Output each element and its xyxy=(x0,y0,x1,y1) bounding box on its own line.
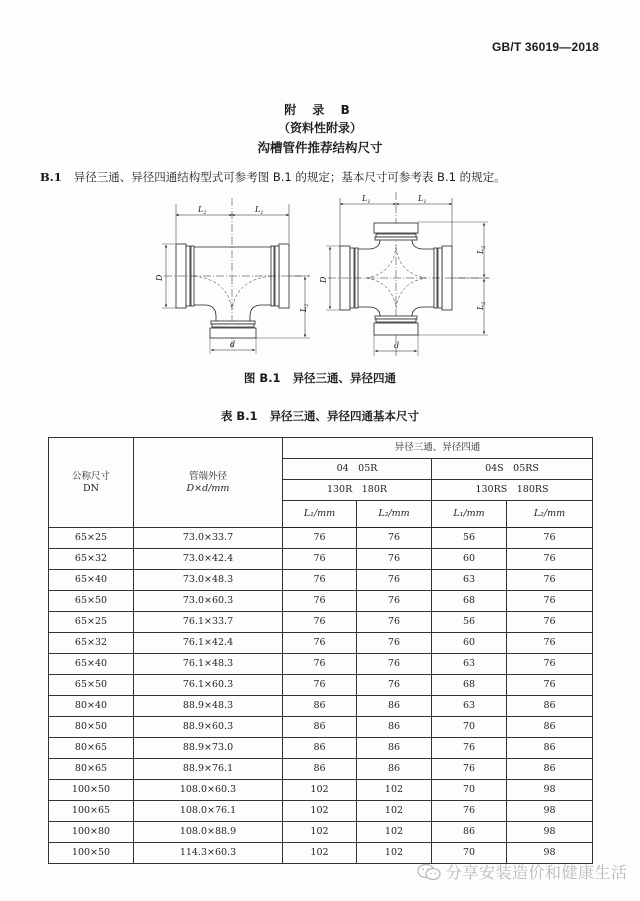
cell-dn: 65×50 xyxy=(49,675,134,696)
cell-od: 88.9×76.1 xyxy=(134,759,283,780)
header-dn-cn: 公称尺寸 xyxy=(71,470,110,482)
cell-b-l1: 76 xyxy=(432,738,507,759)
header-od-en: D×d/mm xyxy=(186,482,230,494)
cell-a-l1: 86 xyxy=(283,696,357,717)
cell-dn: 100×50 xyxy=(49,780,134,801)
header-b-l1: L₁/mm xyxy=(432,501,507,528)
cell-od: 108.0×88.9 xyxy=(134,822,283,843)
header-od-cn: 管端外径 xyxy=(188,470,227,482)
cell-od: 88.9×73.0 xyxy=(134,738,283,759)
cell-a-l1: 86 xyxy=(283,759,357,780)
cell-od: 114.3×60.3 xyxy=(134,843,283,864)
cell-b-l1: 60 xyxy=(432,549,507,570)
cell-a-l2: 102 xyxy=(357,801,432,822)
cell-a-l1: 76 xyxy=(283,612,357,633)
table-caption-label: 表 B.1 xyxy=(220,409,258,423)
cell-b-l1: 63 xyxy=(432,654,507,675)
header-model-b-2: 130RS 180RS xyxy=(432,480,593,501)
tee-small-d-label: d xyxy=(230,340,236,349)
standard-code: GB/T 36019—2018 xyxy=(491,40,599,54)
reducing-tee-drawing xyxy=(155,198,310,354)
cell-a-l1: 102 xyxy=(283,843,357,864)
cell-od: 73.0×33.7 xyxy=(134,528,283,549)
cell-a-l1: 86 xyxy=(283,717,357,738)
cell-b-l2: 76 xyxy=(507,612,593,633)
cell-od: 108.0×60.3 xyxy=(134,780,283,801)
cross-l2-bottom-label: $L_2$ xyxy=(476,301,487,310)
cross-l1-left-label: $L_1$ xyxy=(362,194,371,205)
cell-dn: 100×50 xyxy=(49,843,134,864)
cell-b-l1: 76 xyxy=(432,801,507,822)
table-caption-text: 异径三通、异径四通基本尺寸 xyxy=(269,409,420,423)
cell-od: 73.0×60.3 xyxy=(134,591,283,612)
cell-b-l2: 76 xyxy=(507,633,593,654)
cell-od: 76.1×42.4 xyxy=(134,633,283,654)
cell-a-l1: 76 xyxy=(283,570,357,591)
cell-b-l1: 70 xyxy=(432,717,507,738)
cell-od: 73.0×48.3 xyxy=(134,570,283,591)
header-a-l1: L₁/mm xyxy=(283,501,357,528)
cell-od: 76.1×48.3 xyxy=(134,654,283,675)
cell-a-l2: 76 xyxy=(357,528,432,549)
table-row xyxy=(49,570,593,591)
cell-a-l2: 76 xyxy=(357,612,432,633)
clause-text: 异径三通、异径四通结构型式可参考图 B.1 的规定；基本尺寸可参考表 B.1 的规定。 xyxy=(73,170,506,184)
header-dn-en: DN xyxy=(83,482,99,494)
appendix-type: （资料性附录） xyxy=(277,121,362,135)
header-group: 异径三通、异径四通 xyxy=(283,438,593,459)
cross-l1-right-label: $L_1$ xyxy=(418,194,427,205)
cross-d-label: D xyxy=(319,276,328,283)
cell-b-l2: 86 xyxy=(507,717,593,738)
cell-b-l1: 56 xyxy=(432,528,507,549)
cell-a-l1: 76 xyxy=(283,675,357,696)
cell-b-l1: 86 xyxy=(432,822,507,843)
cell-a-l2: 102 xyxy=(357,843,432,864)
cell-od: 73.0×42.4 xyxy=(134,549,283,570)
tee-d-label: D xyxy=(155,274,164,281)
cell-a-l2: 86 xyxy=(357,696,432,717)
cell-a-l2: 76 xyxy=(357,675,432,696)
cell-b-l2: 76 xyxy=(507,654,593,675)
watermark-text: 分享安装造价和健康生活 xyxy=(446,863,628,882)
cell-dn: 65×25 xyxy=(49,612,134,633)
figure-caption-text: 异径三通、异径四通 xyxy=(292,371,397,385)
cell-b-l1: 60 xyxy=(432,633,507,654)
cell-b-l2: 98 xyxy=(507,780,593,801)
tee-l2-label: $L_2$ xyxy=(299,303,310,312)
cell-b-l1: 68 xyxy=(432,591,507,612)
table-row xyxy=(49,738,593,759)
header-dn xyxy=(49,438,134,528)
table-row xyxy=(49,717,593,738)
wechat-icon xyxy=(416,863,442,881)
cell-dn: 65×25 xyxy=(49,528,134,549)
tee-l1-left-label: $L_2$ xyxy=(198,205,207,216)
cell-b-l1: 76 xyxy=(432,759,507,780)
cell-dn: 65×40 xyxy=(49,654,134,675)
header-model-a-1: 04 05R xyxy=(283,459,432,480)
cell-a-l2: 76 xyxy=(357,549,432,570)
table-row xyxy=(49,591,593,612)
table-row xyxy=(49,654,593,675)
cell-od: 108.0×76.1 xyxy=(134,801,283,822)
clause-number: B.1 xyxy=(40,170,62,184)
figure-b1 xyxy=(150,188,500,366)
cell-b-l2: 76 xyxy=(507,528,593,549)
cell-a-l1: 102 xyxy=(283,780,357,801)
cell-a-l2: 102 xyxy=(357,822,432,843)
cell-a-l2: 86 xyxy=(357,759,432,780)
cell-b-l1: 68 xyxy=(432,675,507,696)
cell-b-l1: 56 xyxy=(432,612,507,633)
table-row xyxy=(49,633,593,654)
header-model-b-1: 04S 05RS xyxy=(432,459,593,480)
cell-b-l1: 63 xyxy=(432,696,507,717)
cell-dn: 80×50 xyxy=(49,717,134,738)
reducing-cross-drawing xyxy=(319,192,490,356)
cell-a-l1: 76 xyxy=(283,591,357,612)
appendix-heading: 沟槽管件推荐结构尺寸 xyxy=(257,140,383,155)
cell-dn: 65×32 xyxy=(49,549,134,570)
header-a-l2: L₂/mm xyxy=(357,501,432,528)
cell-a-l1: 76 xyxy=(283,549,357,570)
cell-dn: 65×50 xyxy=(49,591,134,612)
header-b-l2: L₂/mm xyxy=(507,501,593,528)
cell-a-l2: 76 xyxy=(357,591,432,612)
cell-a-l1: 76 xyxy=(283,654,357,675)
cell-b-l2: 76 xyxy=(507,549,593,570)
cell-b-l2: 76 xyxy=(507,570,593,591)
cell-a-l2: 86 xyxy=(357,738,432,759)
header-od xyxy=(134,438,283,528)
watermark xyxy=(416,860,628,883)
cross-small-d-label: d xyxy=(394,341,400,350)
cell-a-l2: 102 xyxy=(357,780,432,801)
cell-b-l2: 86 xyxy=(507,738,593,759)
cell-a-l1: 102 xyxy=(283,801,357,822)
figure-caption-label: 图 B.1 xyxy=(243,371,281,385)
cell-dn: 65×40 xyxy=(49,570,134,591)
cross-l2-top-label: $L_2$ xyxy=(476,245,487,254)
cell-b-l1: 70 xyxy=(432,843,507,864)
table-row xyxy=(49,822,593,843)
table-row xyxy=(49,528,593,549)
appendix-title: 附 录 B xyxy=(284,103,356,117)
table-row xyxy=(49,612,593,633)
cell-b-l1: 63 xyxy=(432,570,507,591)
cell-dn: 80×65 xyxy=(49,759,134,780)
table-row xyxy=(49,696,593,717)
cell-od: 88.9×60.3 xyxy=(134,717,283,738)
cell-a-l2: 76 xyxy=(357,570,432,591)
cell-b-l2: 86 xyxy=(507,696,593,717)
cell-a-l1: 102 xyxy=(283,822,357,843)
cell-od: 76.1×60.3 xyxy=(134,675,283,696)
table-row xyxy=(49,549,593,570)
cell-a-l1: 86 xyxy=(283,738,357,759)
cell-b-l2: 76 xyxy=(507,675,593,696)
header-model-a-2: 130R 180R xyxy=(283,480,432,501)
table-row xyxy=(49,780,593,801)
cell-b-l2: 98 xyxy=(507,843,593,864)
cell-dn: 65×32 xyxy=(49,633,134,654)
cell-b-l2: 98 xyxy=(507,822,593,843)
cell-dn: 80×65 xyxy=(49,738,134,759)
cell-b-l2: 76 xyxy=(507,591,593,612)
figure-caption xyxy=(0,370,640,386)
table-row xyxy=(49,801,593,822)
cell-dn: 80×40 xyxy=(49,696,134,717)
cell-a-l2: 86 xyxy=(357,717,432,738)
cell-b-l1: 70 xyxy=(432,780,507,801)
cell-b-l2: 86 xyxy=(507,759,593,780)
cell-b-l2: 98 xyxy=(507,801,593,822)
table-row xyxy=(49,759,593,780)
cell-od: 76.1×33.7 xyxy=(134,612,283,633)
cell-a-l1: 76 xyxy=(283,528,357,549)
cell-a-l2: 76 xyxy=(357,633,432,654)
tee-l1-right-label: $L_1$ xyxy=(255,205,264,216)
dimensions-table xyxy=(48,437,593,864)
cell-od: 88.9×48.3 xyxy=(134,696,283,717)
cell-dn: 100×65 xyxy=(49,801,134,822)
table-row xyxy=(49,675,593,696)
cell-a-l2: 76 xyxy=(357,654,432,675)
cell-a-l1: 76 xyxy=(283,633,357,654)
table-caption xyxy=(0,408,640,424)
cell-dn: 100×80 xyxy=(49,822,134,843)
clause-b1 xyxy=(40,169,506,185)
